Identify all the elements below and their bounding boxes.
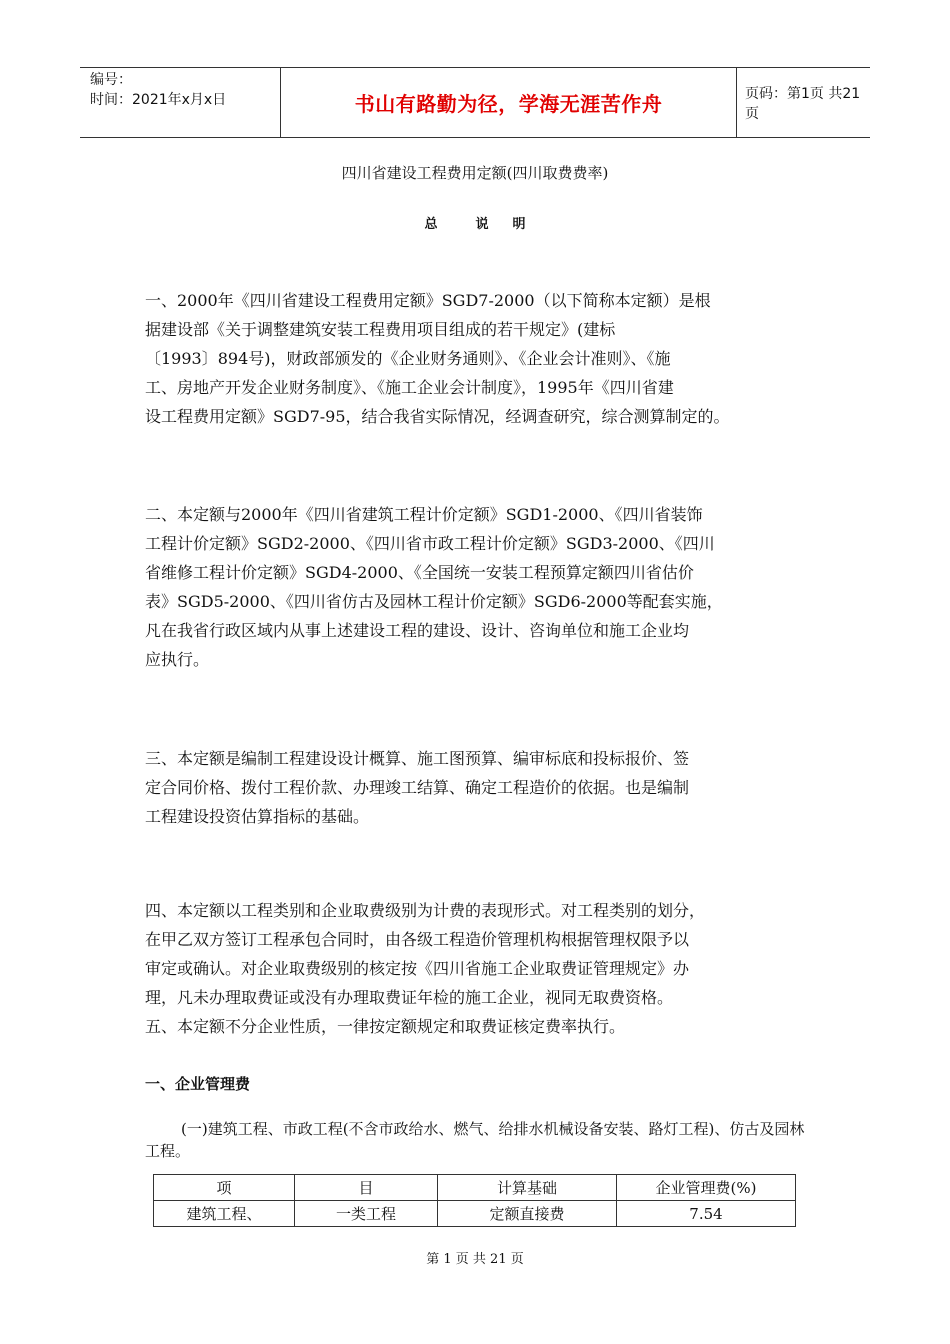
document-subtitle	[0, 213, 950, 232]
subsection-text: (一)建筑工程、市政工程(不含市政给水、燃气、给排水机械设备安装、路灯工程)、仿古及园林工程。	[145, 1120, 805, 1160]
table-row	[154, 1201, 796, 1227]
table-cell: 定额直接费	[438, 1201, 617, 1227]
table-cell: 7.54	[617, 1201, 796, 1227]
table-cell: 一类工程	[295, 1201, 438, 1227]
table-header-cell: 计算基础	[438, 1175, 617, 1201]
paragraph-3: 三、本定额是编制工程建设设计概算、施工图预算、编审标底和投标报价、签 定合同价格、拨付工程价款、办理竣工结算、确定工程造价的依据。也是编制 工程建设投资估算指标的基础。	[145, 749, 690, 826]
header-meta	[80, 68, 280, 137]
document-title: 四川省建设工程费用定额(四川取费费率)	[341, 164, 609, 182]
subtitle-char-3: 明	[512, 217, 526, 232]
section-heading: 一、企业管理费	[145, 1075, 251, 1093]
number-label: 编号：	[90, 72, 132, 88]
header-page-info: 页码：第1页 共21页	[745, 85, 861, 122]
table-header-cell: 企业管理费(%)	[617, 1175, 796, 1201]
table-cell: 建筑工程、	[154, 1201, 295, 1227]
subtitle-char-1: 总	[424, 217, 438, 232]
paragraph-2: 二、本定额与2000年《四川省建筑工程计价定额》SGD1-2000、《四川省装饰 工程计价定额》SGD2-2000、《四川省市政工程计价定额》SGD3-2000、《四川 省维修工程计价定额》SGD4-2000、《全国统一安装工程预算定额四川省估价 表》SGD5-2000、《四川省仿古及园林工程计价定额》SGD6-2000等配套实施， 凡在我省行政区域内从事上述建设工程的建设、设计、咨询单位和施工企业均 应执行。	[145, 505, 723, 669]
fee-table	[153, 1174, 796, 1227]
page-footer: 第 1 页 共 21 页	[426, 1252, 524, 1267]
table-header-cell: 目	[295, 1175, 438, 1201]
subtitle-char-2: 说	[475, 217, 489, 232]
page-header	[80, 67, 870, 138]
table-header-cell: 项	[154, 1175, 295, 1201]
table-header-row	[154, 1175, 796, 1201]
paragraph-4: 四、本定额以工程类别和企业取费级别为计费的表现形式。对工程类别的划分， 在甲乙双方签订工程承包合同时，由各级工程造价管理机构根据管理权限予以 审定或确认。对企业取费级别的核定按《四川省施工企业取费证管理规定》办 理，凡未办理取费证或没有办理取费证年检的施工企业，视同无取费资格。 五、本定额不分企业性质，一律按定额规定和取费证核定费率执行。	[145, 901, 706, 1036]
time-label: 时间：2021年x月x日	[90, 92, 227, 108]
paragraph-1: 一、2000年《四川省建设工程费用定额》SGD7-2000（以下简称本定额）是根 据建设部《关于调整建筑安装工程费用项目组成的若干规定》(建标 〔1993〕894号)，财政部颁发的《企业财务通则》、《企业会计准则》、《施 工、房地产开发企业财务制度》、《施工企业会计制度》，1995年《四川省建 设工程费用定额》SGD7-95，结合我省实际情况，经调查研究，综合测算制定的。	[145, 291, 730, 426]
header-motto: 书山有路勤为径，学海无涯苦作舟	[280, 68, 737, 137]
